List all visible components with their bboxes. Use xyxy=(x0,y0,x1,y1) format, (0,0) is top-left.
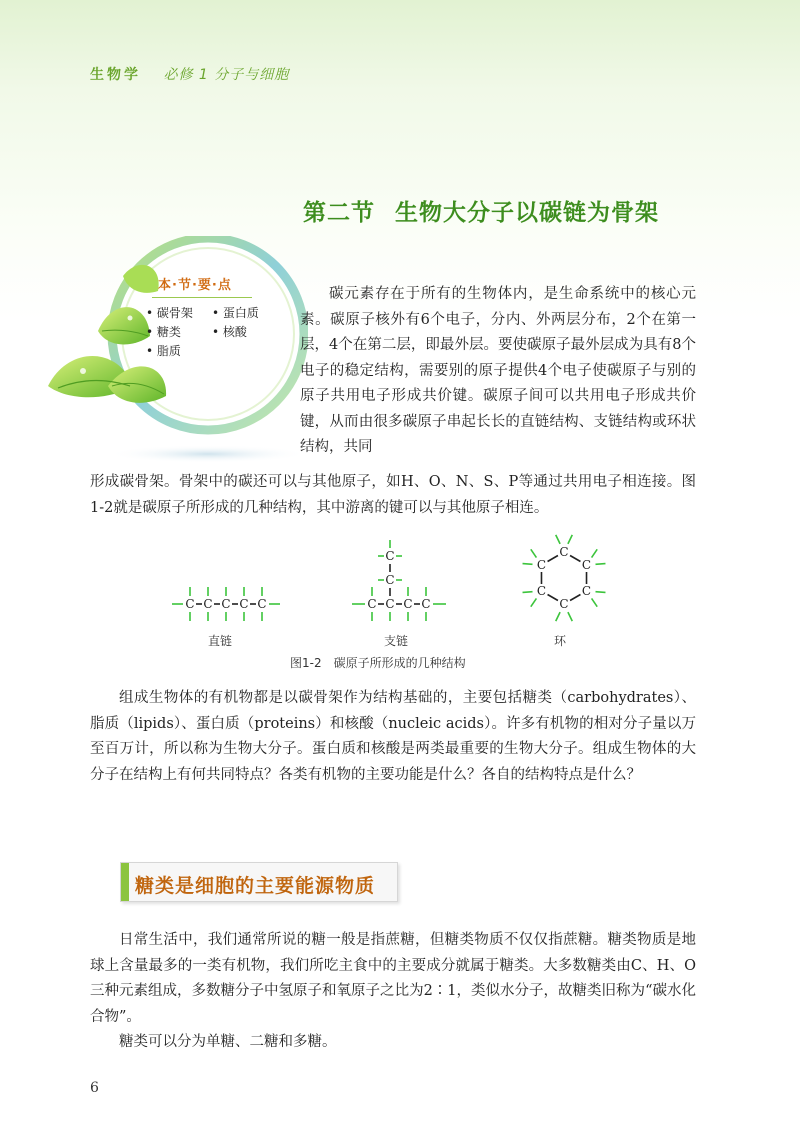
free-bond xyxy=(556,612,560,621)
free-bond xyxy=(523,592,533,593)
label-straight-chain: 直链 xyxy=(207,634,233,648)
carbon-atom: C xyxy=(257,597,267,611)
carbon-atom: C xyxy=(536,558,547,572)
carbon-atom: C xyxy=(221,597,231,611)
key-point-item: • 糖类 xyxy=(146,325,181,339)
subsection-title: 糖类是细胞的主要能源物质 xyxy=(135,875,376,897)
carbon-bond xyxy=(570,595,580,601)
page-number: 6 xyxy=(90,1080,99,1096)
carbon-bond xyxy=(548,595,558,601)
free-bond xyxy=(592,549,598,557)
carbon-bond xyxy=(548,556,558,562)
key-point-item: • 碳骨架 xyxy=(146,306,193,320)
carbon-atom: C xyxy=(536,584,547,598)
free-bond xyxy=(556,535,560,544)
figure-caption xyxy=(290,654,466,671)
section-number: 第二节 xyxy=(303,200,375,226)
carbon-atom: C xyxy=(421,597,431,611)
subsection-heading-box xyxy=(120,862,398,902)
key-points-title: 本·节·要·点 xyxy=(158,278,232,293)
free-bond xyxy=(523,564,533,565)
carbon-atom: C xyxy=(203,597,213,611)
subsection-stripe xyxy=(121,863,129,901)
paragraph-carbon-intro: 碳元素存在于所有的生物体内，是生命系统中的核心元素。碳原子核外有6个电子，分内、外两层分布，2个在第一层，4个在第二层，即最外层。要使碳原子最外层成为具有8个电子的稳定结构，需要别的原子提供4个电子使碳原子与别的原子共用电子形成共价键。碳原子间可以共用电子形成共价键，从而由很多碳原子串起长长的直链结构、支链结构或环状结构，共同 xyxy=(300,286,696,455)
free-bond xyxy=(568,612,572,621)
key-points-panel xyxy=(38,236,308,466)
carbon-atom: C xyxy=(239,597,249,611)
figure-caption-text: 碳原子所形成的几种结构 xyxy=(333,656,466,670)
free-bond xyxy=(595,564,605,565)
carbon-atom: C xyxy=(581,558,592,572)
key-point-item: • 蛋白质 xyxy=(212,306,259,320)
key-point-item: • 脂质 xyxy=(146,344,181,358)
carbon-atom: C xyxy=(185,597,195,611)
paragraph-sugar-types: 糖类可以分为单糖、二糖和多糖。 xyxy=(119,1034,337,1050)
carbon-atom: C xyxy=(385,549,395,563)
free-bond xyxy=(531,598,537,606)
label-branched-chain: 支链 xyxy=(383,634,409,648)
key-point-item: • 核酸 xyxy=(212,325,247,339)
book-subtitle: 必修 1 分子与细胞 xyxy=(163,67,290,83)
paragraph-macromolecules: 组成生物体的有机物都是以碳骨架作为结构基础的，主要包括糖类（carbohydrates）、脂质（lipids）、蛋白质（proteins）和核酸（nucleic acids）。许多有机物的相对分子量以万至百万计，所以称为生物大分子。蛋白质和核酸是两类最重要的生物大分子。组成生物体的大分子在结构上有何共同特点？各类有机物的主要功能是什么？各自的结构特点是什么？ xyxy=(90,690,696,783)
book-title: 生物学 xyxy=(90,67,141,83)
carbon-atom: C xyxy=(403,597,413,611)
figure-carbon-structures xyxy=(90,534,710,676)
section-heading: 生物大分子以碳链为骨架 xyxy=(395,200,659,226)
paragraph-carbon-skeleton: 形成碳骨架。骨架中的碳还可以与其他原子，如H、O、N、S、P等通过共用电子相连接。图1-2就是碳原子所形成的几种结构，其中游离的键可以与其他原子相连。 xyxy=(90,474,696,516)
label-ring: 环 xyxy=(553,634,567,648)
carbon-bond xyxy=(570,556,580,562)
running-head xyxy=(90,64,289,84)
carbon-atom: C xyxy=(385,573,395,587)
section-title xyxy=(303,194,659,227)
key-points-divider xyxy=(152,297,252,298)
carbon-atom: C xyxy=(559,545,569,559)
carbon-atom: C xyxy=(367,597,377,611)
carbon-atom: C xyxy=(559,597,569,611)
free-bond xyxy=(592,598,598,606)
free-bond xyxy=(531,549,537,557)
free-bond xyxy=(568,535,572,544)
carbon-atom: C xyxy=(385,597,395,611)
figure-caption-number: 图1-2 xyxy=(290,656,322,670)
paragraph-sugars: 日常生活中，我们通常所说的糖一般是指蔗糖，但糖类物质不仅仅指蔗糖。糖类物质是地球上含量最多的一类有机物，我们所吃主食中的主要成分就属于糖类。大多数糖类由C、H、O三种元素组成，多数糖分子中氢原子和氧原子之比为2∶1，类似水分子，故糖类旧称为“碳水化合物”。 xyxy=(90,932,696,1025)
free-bond xyxy=(595,592,605,593)
carbon-atom: C xyxy=(581,584,592,598)
